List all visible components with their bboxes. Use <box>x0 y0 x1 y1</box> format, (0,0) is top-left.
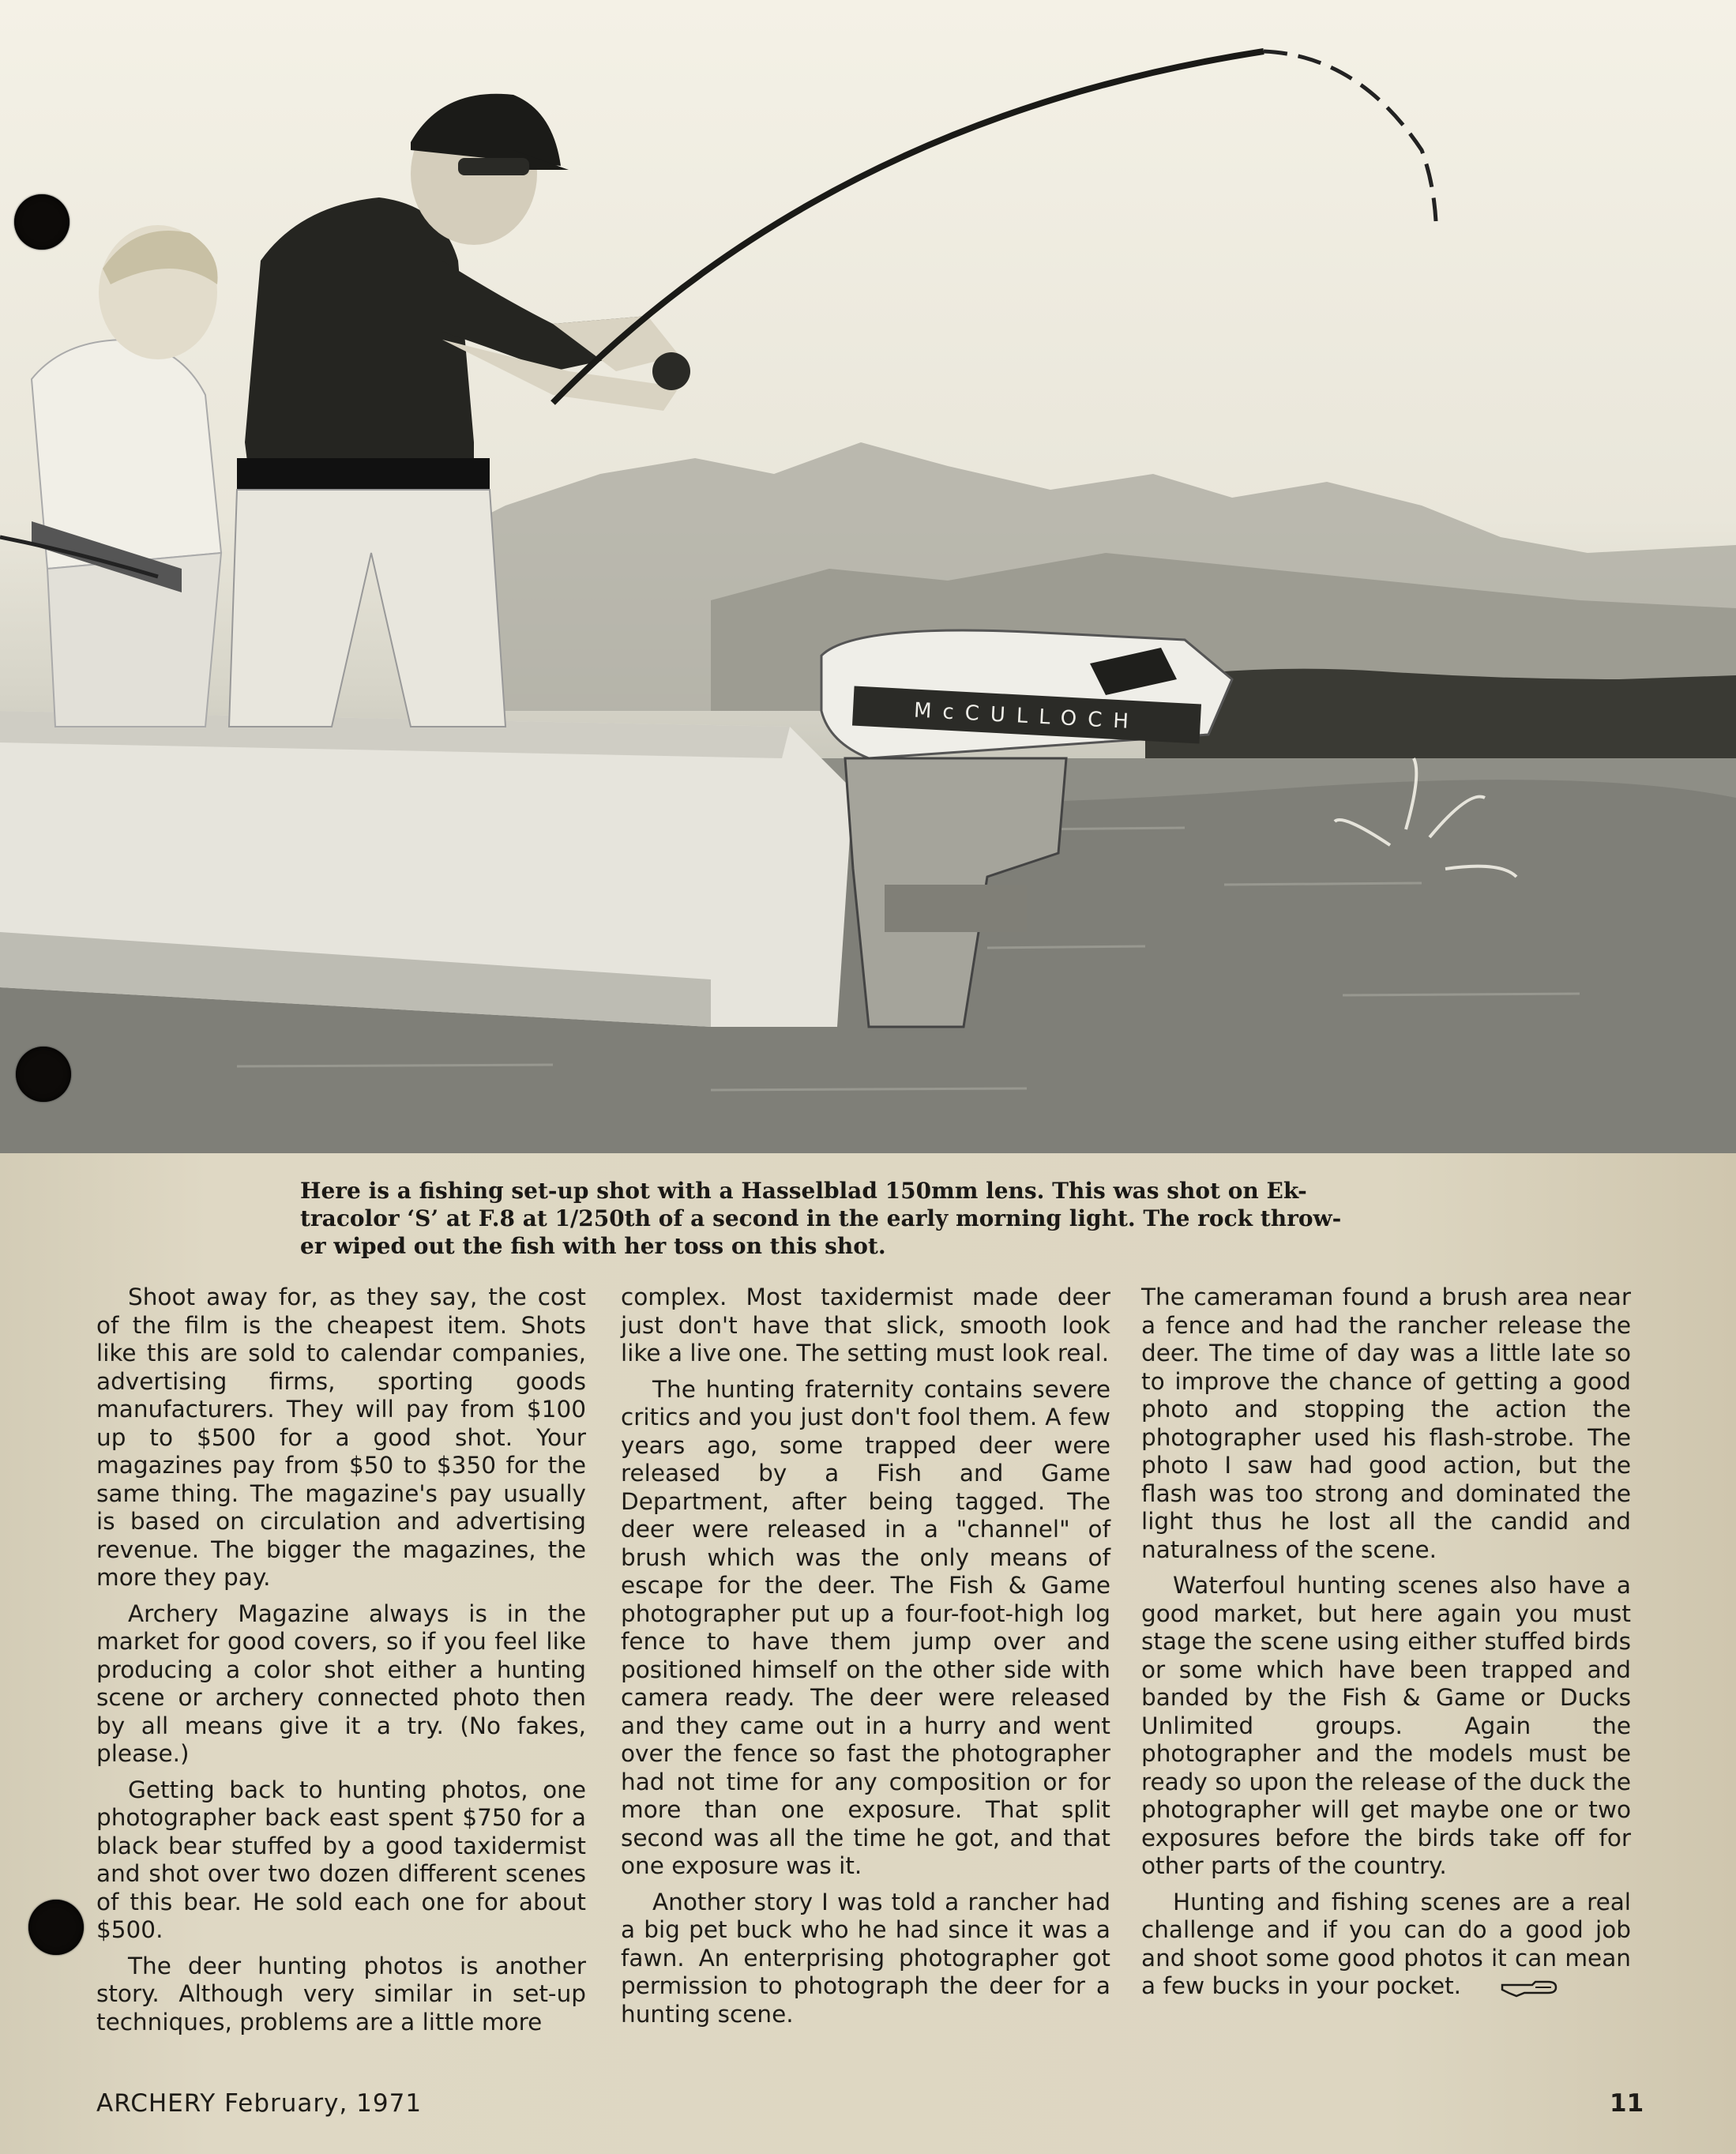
paragraph: Waterfoul hunting scenes also have a good market, but here again you must stage the scene using either stuffed birds or some which have been trapped and banded by the Fish & Game or Ducks Unlimited groups. Again the photographer and the models must be ready so upon the release of the duck the photographer will get maybe one or two exposures before the birds take off for other parts of the country. <box>1141 1572 1631 1879</box>
paragraph <box>1141 1889 1631 2001</box>
motor-brand-label: McCULLOCH <box>913 698 1140 735</box>
paragraph: complex. Most taxidermist made deer just don't have that slick, smooth look like a live one. The setting must look real. <box>621 1284 1110 1366</box>
paragraph: Archery Magazine always is in the market for good covers, so if you feel like producing a color shot either a hunting scene or archery connected photo then by all means give it a try. (No fakes, please.) <box>96 1600 586 1767</box>
text-column-3 <box>1141 1284 1631 2009</box>
pointing-hand-icon <box>1501 1977 1559 1998</box>
paragraph: The cameraman found a brush area near a fence and had the rancher release the deer. The time of day was a little late so to improve the chance of getting a good photo and stopping the action the photographer used his flash-strobe. The photo I saw had good action, but the flash was too strong and dominated the light thus he lost all the candid and naturalness of the scene. <box>1141 1284 1631 1563</box>
paragraph: The hunting fraternity contains severe critics and you just don't fool them. A few years ago, some trapped deer were released by a Fish and Game Department, after being tagged. The deer were released in a "channel" of brush which was the only means of escape for the deer. The Fish & Game photographer put up a four-foot-high log fence to have them jump over and positioned himself on the other side with camera ready. The deer were released and they came out in a hurry and went over the fence so fast the photographer had not time for any composition or for more than one exposure. That split second was all the time he got, and that one exposure was it. <box>621 1375 1110 1879</box>
text-column-2 <box>621 1284 1110 2036</box>
paragraph: Getting back to hunting photos, one photographer back east spent $750 for a black bear stuffed by a good taxidermist and shot over two dozen different scenes of this bear. He sold each one for about $500. <box>96 1776 586 1943</box>
page-number: 11 <box>1610 2089 1644 2118</box>
paragraph: Another story I was told a rancher had a big pet buck who he had since it was a fawn. An enterprising photographer got permission to photograph the deer for a hunting scene. <box>621 1888 1110 2028</box>
paragraph: The deer hunting photos is another story. Although very similar in set-up techniques, problems are a little more <box>96 1952 586 2036</box>
paragraph: Shoot away for, as they say, the cost of the film is the cheapest item. Shots like this are sold to calendar companies, advertising firms, sporting goods manufacturers. They will pay from $100 up to $500 for a good shot. Your magazines pay from $50 to $350 for the same thing. The magazine's pay usually is based on circulation and advertising revenue. The bigger the magazines, the more they pay. <box>96 1284 586 1591</box>
binder-hole <box>28 1900 84 1955</box>
binder-hole <box>14 194 70 250</box>
closing-paragraph-text: Hunting and fishing scenes are a real challenge and if you can do a good job and shoot some good photos it can mean a few bucks in your pocket. <box>1141 1888 1631 1999</box>
magazine-name: ARCHERY <box>96 2089 216 2118</box>
binder-hole <box>16 1047 71 1102</box>
text-column-1 <box>96 1284 586 2044</box>
photo-caption: Here is a fishing set-up shot with a Hasselblad 150mm lens. This was shot on Ek- tracolor ‘S’ at F.8 at 1/250th of a second in the early morning light. The rock throw- er wiped out the fish with her toss on this shot. <box>300 1178 1342 1259</box>
issue-date: February, 1971 <box>224 2089 423 2118</box>
footer-masthead <box>96 2089 422 2118</box>
